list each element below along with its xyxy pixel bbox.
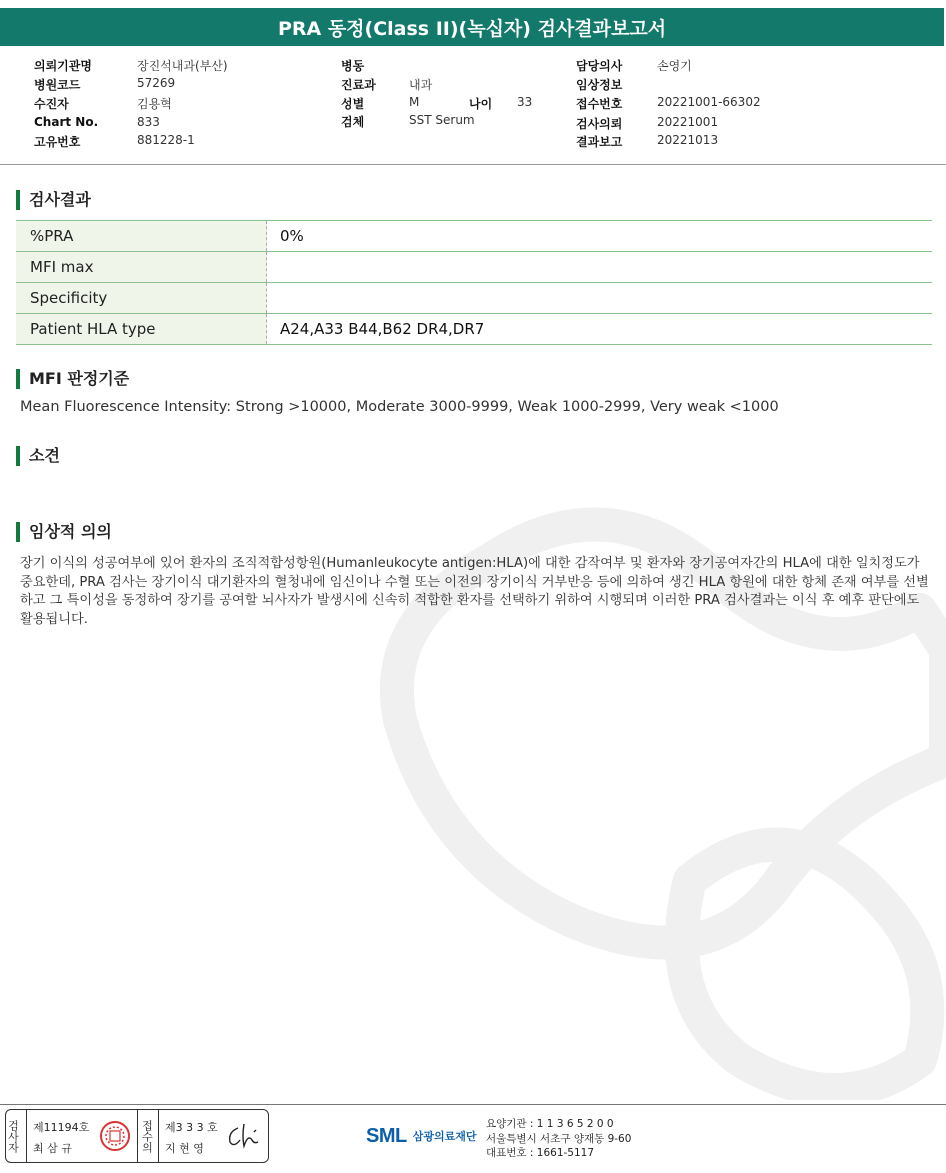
result-value bbox=[267, 283, 933, 314]
report-title: PRA 동정(Class II)(녹십자) 검사결과보고서 bbox=[0, 8, 944, 46]
label-department: 진료과 bbox=[341, 78, 376, 92]
divider bbox=[26, 1110, 27, 1162]
section-title-mfi: MFI 판정기준 bbox=[16, 369, 129, 389]
value-report-date: 20221013 bbox=[657, 133, 719, 147]
result-label: Specificity bbox=[16, 283, 267, 314]
approver-name: 지 현 영 bbox=[165, 1142, 204, 1155]
approver-label: 접수의 bbox=[140, 1119, 154, 1153]
value-request-date: 20221001 bbox=[657, 115, 719, 129]
label-age: 나이 bbox=[469, 97, 493, 111]
section-title-clinical: 임상적 의의 bbox=[16, 522, 112, 542]
table-row bbox=[16, 314, 932, 345]
examiner-label: 검사자 bbox=[6, 1119, 20, 1153]
logo-text: SML bbox=[366, 1124, 407, 1147]
value-age: 33 bbox=[517, 95, 533, 109]
label-request-date: 검사의뢰 bbox=[576, 117, 623, 131]
results-table bbox=[16, 220, 932, 345]
label-specimen: 검체 bbox=[341, 115, 365, 129]
footer-divider bbox=[0, 1104, 946, 1105]
clinical-significance-text: 장기 이식의 성공여부에 있어 환자의 조직적합성항원(Humanleukocyte antigen:HLA)에 대한 감작여부 및 환자와 장기공여자간의 HLA에 대한 일치정도가 중요한데, PRA 검사는 장기이식 대기환자의 혈청내에 임신이나 수혈 또는 이전의 장기이식 거부반응 등에 의하여 생긴 HLA 항원에 대한 항체 존재 여부를 선별하고 그 특이성을 동정하여 장기를 공여할 뇌사자가 발생시에 신속히 적합한 환자를 선택하기 위하여 시행되며 이러한 PRA 검사결과는 이식 후 예후 판단에도 활용됩니다. bbox=[20, 556, 929, 627]
label-sex: 성별 bbox=[341, 97, 365, 111]
result-label: Patient HLA type bbox=[16, 314, 267, 345]
sml-logo bbox=[366, 1114, 476, 1158]
approver-license: 제3 3 3 호 bbox=[165, 1121, 218, 1134]
table-row bbox=[16, 221, 932, 252]
examiner-license: 제11194호 bbox=[33, 1121, 90, 1134]
mfi-criteria-text: Mean Fluorescence Intensity: Strong >10000, Moderate 3000-9999, Weak 1000-2999, Very weak <1000 bbox=[20, 399, 779, 415]
label-patient: 수진자 bbox=[34, 97, 69, 111]
signature-icon bbox=[226, 1122, 262, 1150]
table-row bbox=[16, 283, 932, 314]
value-specimen: SST Serum bbox=[409, 113, 475, 127]
seal-stamp-icon bbox=[99, 1120, 131, 1152]
label-ward: 병동 bbox=[341, 59, 365, 73]
label-unique-no: 고유번호 bbox=[34, 135, 81, 149]
label-doctor: 담당의사 bbox=[576, 59, 623, 73]
logo-org-name: 삼광의료재단 bbox=[412, 1130, 477, 1143]
section-title-results: 검사결과 bbox=[16, 190, 91, 210]
examiner-name: 최 삼 규 bbox=[33, 1142, 72, 1155]
result-value: 0% bbox=[267, 221, 933, 252]
phone-line: 대표번호 : 1661-5117 bbox=[486, 1147, 595, 1159]
value-unique-no: 881228-1 bbox=[137, 133, 195, 147]
value-institution: 장진석내과(부산) bbox=[137, 59, 228, 73]
address-line: 서울특별시 서초구 양재동 9-60 bbox=[486, 1132, 632, 1145]
divider bbox=[158, 1110, 159, 1162]
value-patient: 김용혁 bbox=[137, 97, 172, 111]
label-institution: 의뢰기관명 bbox=[34, 59, 92, 73]
care-institution-no: 요양기관 : 1 1 3 6 5 2 0 0 bbox=[486, 1118, 614, 1130]
header-info bbox=[0, 52, 946, 165]
divider bbox=[137, 1110, 138, 1162]
label-receipt-no: 접수번호 bbox=[576, 97, 623, 111]
value-doctor: 손영기 bbox=[657, 59, 692, 73]
result-label: %PRA bbox=[16, 221, 267, 252]
value-department: 내과 bbox=[409, 78, 433, 92]
section-title-opinion: 소견 bbox=[16, 446, 60, 466]
label-hospital-code: 병원코드 bbox=[34, 78, 81, 92]
label-clinical-info: 임상정보 bbox=[576, 78, 623, 92]
label-chart-no: Chart No. bbox=[34, 115, 99, 129]
value-chart-no: 833 bbox=[137, 115, 160, 129]
footer-address bbox=[486, 1117, 631, 1161]
result-value bbox=[267, 252, 933, 283]
signature-box bbox=[5, 1109, 269, 1163]
label-report-date: 결과보고 bbox=[576, 135, 623, 149]
result-label: MFI max bbox=[16, 252, 267, 283]
value-receipt-no: 20221001-66302 bbox=[657, 95, 761, 109]
result-value: A24,A33 B44,B62 DR4,DR7 bbox=[267, 314, 933, 345]
value-hospital-code: 57269 bbox=[137, 76, 176, 90]
table-row bbox=[16, 252, 932, 283]
value-sex: M bbox=[409, 95, 420, 109]
